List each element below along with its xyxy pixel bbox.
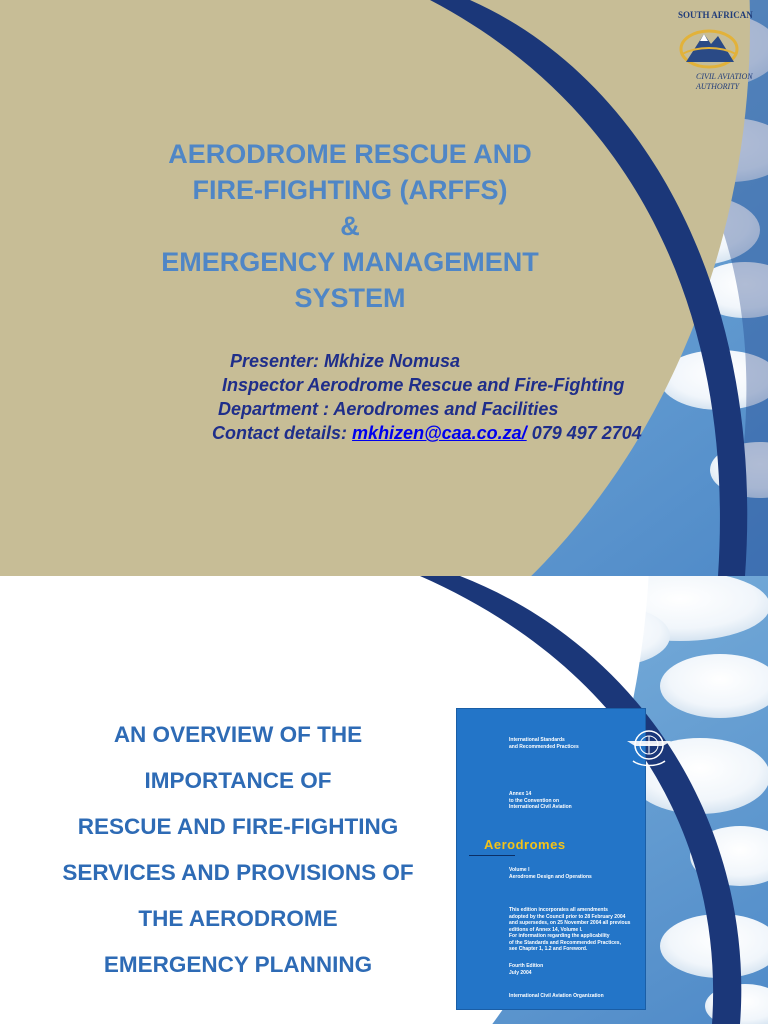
email-link[interactable]: mkhizen@caa.co.za/ (352, 423, 527, 443)
logo-bottom-line: CIVIL AVIATION (696, 72, 753, 81)
title-line: SERVICES AND PROVISIONS OF (62, 860, 414, 885)
slide-1-title (0, 136, 700, 316)
book-volume (509, 867, 592, 880)
title-line: THE AERODROME (138, 906, 338, 931)
book-text: see Chapter 1, 1.2 and Foreword. (509, 946, 588, 952)
logo-top-text: SOUTH AFRICAN (678, 10, 753, 20)
caa-logo (668, 10, 768, 100)
book-text: Fourth Edition (509, 963, 544, 969)
book-notice (509, 907, 630, 953)
department-text: Department : Aerodromes and Facilities (218, 399, 559, 419)
book-text: July 2004 (509, 969, 532, 976)
contact-line (212, 421, 642, 445)
book-text: Aerodrome Design and Operations (509, 873, 592, 880)
title-line: EMERGENCY PLANNING (103, 952, 373, 977)
book-text: Annex 14 (509, 791, 532, 797)
book-header (509, 737, 579, 750)
title-line: RESCUE AND FIRE-FIGHTING (77, 814, 399, 839)
book-edition (509, 963, 543, 976)
title-line: EMERGENCY MANAGEMENT (161, 247, 539, 277)
mountain-emblem-icon (678, 24, 740, 70)
title-line: IMPORTANCE OF (144, 768, 332, 793)
book-text: and supersedes, on 25 November 2004 all previous (509, 920, 631, 926)
book-footer: International Civil Aviation Organization (509, 993, 604, 999)
book-divider (469, 855, 515, 856)
book-text: This edition incorporates all amendments (509, 907, 608, 913)
book-text: and Recommended Practices (509, 743, 579, 750)
title-line: FIRE-FIGHTING (ARFFS) (192, 175, 508, 205)
icao-emblem-icon (623, 719, 675, 771)
slide-2-title (0, 712, 476, 988)
book-text: editions of Annex 14, Volume I. (509, 926, 583, 933)
title-line: AERODROME RESCUE AND (168, 139, 532, 169)
position-text: Inspector Aerodrome Rescue and Fire-Fighting (222, 375, 625, 395)
presenter-text: Presenter: Mkhize Nomusa (230, 351, 461, 371)
annex-14-book-cover (457, 709, 645, 1009)
book-text: adopted by the Council prior to 28 February 2004 (509, 913, 626, 920)
book-text: to the Convention on (509, 797, 559, 804)
phone-number: 079 497 2704 (531, 423, 642, 443)
book-text: of the Standards and Recommended Practices, (509, 939, 621, 946)
book-annex (509, 791, 572, 811)
title-line: & (340, 211, 360, 241)
title-line: AN OVERVIEW OF THE (113, 722, 363, 747)
book-text: International Standards (509, 737, 565, 743)
book-text: International Civil Aviation (509, 804, 572, 810)
book-text: Volume I (509, 867, 530, 873)
logo-bottom-line: AUTHORITY (696, 82, 740, 91)
slide-2 (0, 576, 768, 1024)
logo-bottom-text (696, 72, 768, 92)
book-title: Aerodromes (484, 837, 566, 852)
book-text: For information regarding the applicability (509, 933, 610, 939)
contact-label: Contact details: (212, 423, 348, 443)
title-line: SYSTEM (294, 283, 406, 313)
